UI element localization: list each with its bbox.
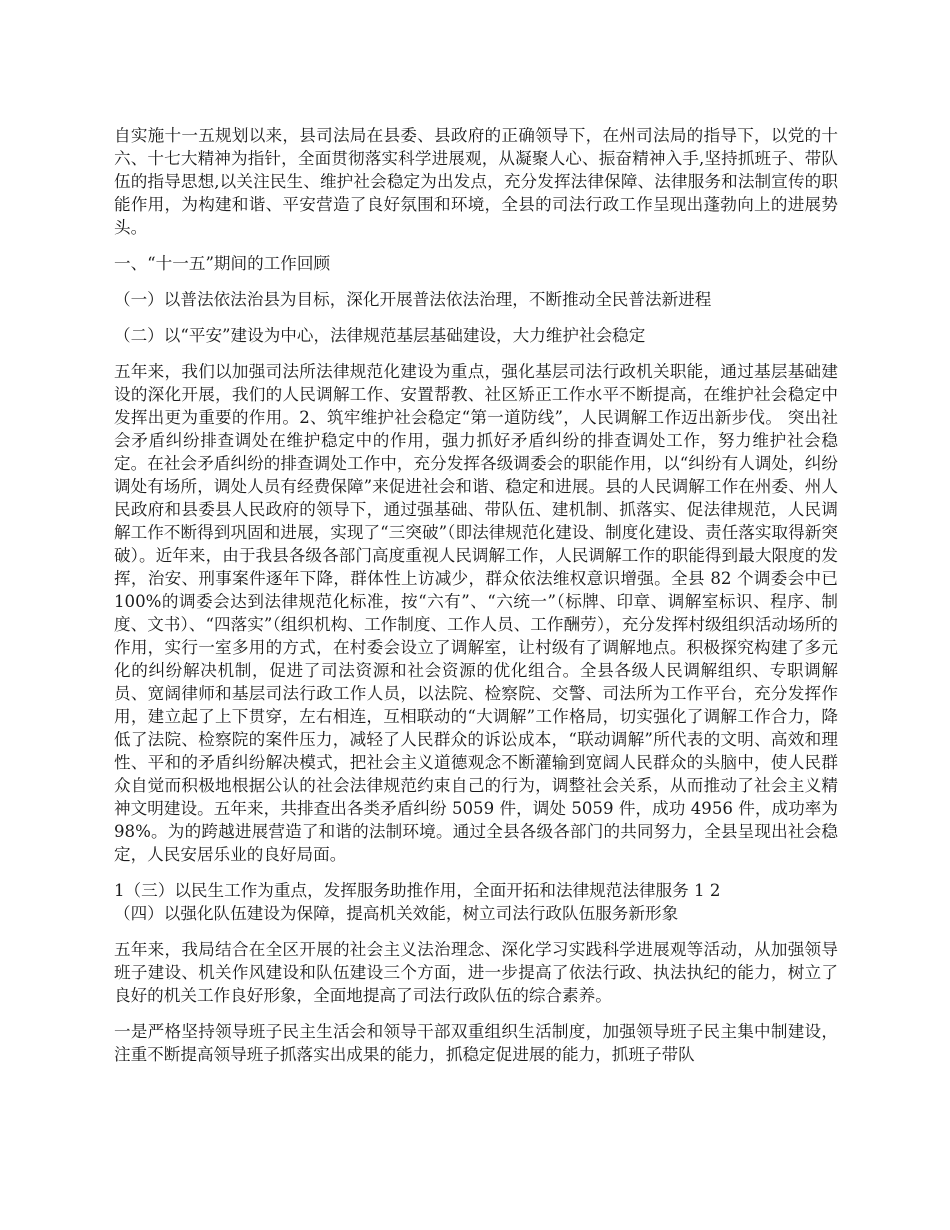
subheading-1: （一）以普法依法治县为目标，深化开展普法依法治理，不断推动全民普法新进程 bbox=[114, 290, 712, 309]
subheading-2: （二）以“平安”建设为中心，法律规范基层基础建设，大力维护社会稳定 bbox=[114, 326, 646, 345]
team-building-paragraph: 五年来，我局结合在全区开展的社会主义法治理念、深化学习实践科学进展观等活动，从加强领导班子建设、机关作风建设和队伍建设三个方面，进一步提高了依法行政、执法执纪的能力，树立了良好的机关工作良好形象，全面地提高了司法行政队伍的综合素养。 bbox=[114, 940, 838, 1005]
leadership-paragraph: 一是严格坚持领导班子民主生活会和领导干部双重组织生活制度，加强领导班子民主集中制建设，注重不断提高领导班子抓落实出成果的能力，抓稳定促进展的能力，抓班子带队 bbox=[114, 1022, 838, 1064]
subheading-4: （四）以强化队伍建设为保障，提高机关效能，树立司法行政队伍服务新形象 bbox=[114, 904, 679, 923]
intro-paragraph: 自实施十一五规划以来，县司法局在县委、县政府的正确领导下，在州司法局的指导下，以党的十六、十七大精神为指针，全面贯彻落实科学进展观，从凝聚人心、振奋精神入手,坚持抓班子、带队伍的指导思想,以关注民生、维护社会稳定为出发点，充分发挥法律保障、法律服务和法制宣传的职能作用，为构建和谐、平安营造了良好氛围和环境，全县的司法行政工作呈现出蓬勃向上的进展势头。 bbox=[114, 126, 838, 237]
subheading-3: 1（三）以民生工作为重点，发挥服务助推作用，全面开拓和法律规范法律服务 1 2 bbox=[114, 881, 721, 900]
section-heading: 一、“十一五”期间的工作回顾 bbox=[114, 254, 331, 273]
mediation-paragraph: 五年来，我们以加强司法所法律规范化建设为重点，强化基层司法行政机关职能，通过基层基础建设的深化开展，我们的人民调解工作、安置帮教、社区矫正工作水平不断提高，在维护社会稳定中发挥出更为重要的作用。2、筑牢维护社会稳定“第一道防线”，人民调解工作迈出新步伐。 突出社会矛盾纠纷排查调处在维护稳定中的作用，强力抓好矛盾纠纷的排查调处工作，努力维护社会稳定。在社会矛盾纠纷的排查调处工作中，充分发挥各级调委会的职能作用，以“纠纷有人调处，纠纷调处有场所，调处人员有经费保障”来促进社会和谐、稳定和进展。县的人民调解工作在州委、州人民政府和县委县人民政府的领导下，通过强基础、带队伍、建机制、抓落实、促法律规范，人民调解工作不断得到巩固和进展，实现了“三突破”（即法律规范化建设、制度化建设、责任落实取得新突破）。近年来，由于我县各级各部门高度重视人民调解工作，人民调解工作的职能得到最大限度的发挥，治安、刑事案件逐年下降，群体性上访减少，群众依法维权意识增强。全县 82 个调委会中已 100%的调委会达到法律规范化标准，按“六有”、“六统一”（标牌、印章、调解室标识、程序、制度、文书）、“四落实”（组织机构、工作制度、工作人员、工作酬劳），充分发挥村级组织活动场所的作用，实行一室多用的方式，在村委会设立了调解室，让村级有了调解地点。积极探究构建了多元化的纠纷解决机制，促进了司法资源和社会资源的优化组合。全县各级人民调解组织、专职调解员、宽阔律师和基层司法行政工作人员，以法院、检察院、交警、司法所为工作平台，充分发挥作用，建立起了上下贯穿，左右相连，互相联动的“大调解”工作格局，切实强化了调解工作合力，降低了法院、检察院的案件压力，减轻了人民群众的诉讼成本，“联动调解”所代表的文明、高效和理性、平和的矛盾纠纷解决模式，把社会主义道德观念不断灌输到宽阔人民群众的头脑中，使人民群众自觉而积极地根据公认的社会法律规范约束自己的行为，调整社会关系，从而推动了社会主义精神文明建设。五年来，共排查出各类矛盾纠纷 5059 件，调处 5059 件，成功 4956 件，成功率为 98%。为的跨越进展营造了和谐的法制环境。通过全县各级各部门的共同努力，全县呈现出社会稳定，人民安居乐业的良好局面。 bbox=[114, 362, 838, 864]
